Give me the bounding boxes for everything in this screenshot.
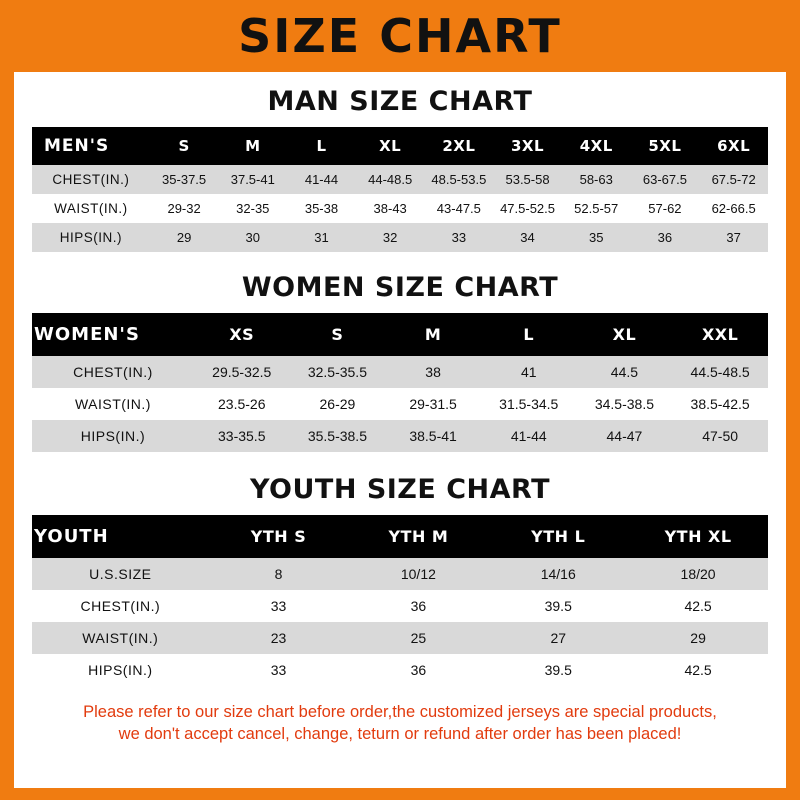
table-row	[32, 590, 768, 622]
table-header-row	[32, 313, 768, 356]
column-header: XXL	[672, 313, 768, 356]
column-header: 3XL	[493, 127, 562, 165]
table-cell: 23	[209, 622, 349, 654]
row-header: CHEST(IN.)	[32, 356, 194, 388]
table-cell: 47.5-52.5	[493, 194, 562, 223]
page-title: SIZE CHART	[238, 9, 562, 63]
table-cell: 38.5-41	[385, 420, 481, 452]
table-cell: 34.5-38.5	[577, 388, 673, 420]
table-cell: 41-44	[287, 165, 356, 194]
column-header: M	[218, 127, 287, 165]
table-corner-header: WOMEN'S	[32, 313, 194, 356]
table-cell: 57-62	[631, 194, 700, 223]
table-row	[32, 194, 768, 223]
table-cell: 29.5-32.5	[194, 356, 290, 388]
table-cell: 53.5-58	[493, 165, 562, 194]
table-cell: 35-37.5	[150, 165, 219, 194]
column-header: YTH XL	[628, 515, 768, 558]
table-cell: 26-29	[290, 388, 386, 420]
row-header: U.S.SIZE	[32, 558, 209, 590]
table-corner-header: MEN'S	[32, 127, 150, 165]
table-cell: 39.5	[488, 590, 628, 622]
content	[14, 86, 786, 746]
women-table-header	[32, 313, 768, 356]
table-cell: 10/12	[348, 558, 488, 590]
table-cell: 32-35	[218, 194, 287, 223]
table-cell: 31.5-34.5	[481, 388, 577, 420]
column-header: L	[481, 313, 577, 356]
column-header: S	[150, 127, 219, 165]
table-cell: 48.5-53.5	[425, 165, 494, 194]
table-cell: 27	[488, 622, 628, 654]
table-header-row	[32, 515, 768, 558]
table-cell: 32.5-35.5	[290, 356, 386, 388]
table-cell: 14/16	[488, 558, 628, 590]
table-cell: 67.5-72	[699, 165, 768, 194]
youth-size-table	[32, 515, 768, 686]
table-cell: 33	[425, 223, 494, 252]
man-table-body	[32, 165, 768, 252]
row-header: CHEST(IN.)	[32, 590, 209, 622]
man-size-table	[32, 127, 768, 252]
table-row	[32, 223, 768, 252]
row-header: WAIST(IN.)	[32, 194, 150, 223]
youth-table-body	[32, 558, 768, 686]
column-header: YTH S	[209, 515, 349, 558]
table-cell: 35.5-38.5	[290, 420, 386, 452]
table-cell: 38.5-42.5	[672, 388, 768, 420]
column-header: M	[385, 313, 481, 356]
table-cell: 42.5	[628, 654, 768, 686]
table-cell: 62-66.5	[699, 194, 768, 223]
table-cell: 42.5	[628, 590, 768, 622]
footer-line-2: we don't accept cancel, change, teturn or refund after order has been placed!	[118, 724, 682, 743]
row-header: HIPS(IN.)	[32, 223, 150, 252]
column-header: XS	[194, 313, 290, 356]
table-cell: 35-38	[287, 194, 356, 223]
table-cell: 33-35.5	[194, 420, 290, 452]
table-cell: 33	[209, 654, 349, 686]
bottom-band	[0, 788, 800, 800]
footer-note	[32, 702, 768, 746]
women-size-table	[32, 313, 768, 452]
youth-table-header	[32, 515, 768, 558]
table-cell: 37.5-41	[218, 165, 287, 194]
table-row	[32, 622, 768, 654]
table-cell: 29-32	[150, 194, 219, 223]
table-cell: 47-50	[672, 420, 768, 452]
table-cell: 58-63	[562, 165, 631, 194]
table-cell: 29	[628, 622, 768, 654]
youth-section-title: YOUTH SIZE CHART	[249, 474, 551, 505]
column-header: XL	[577, 313, 673, 356]
table-row	[32, 654, 768, 686]
table-cell: 38	[385, 356, 481, 388]
table-cell: 34	[493, 223, 562, 252]
table-cell: 38-43	[356, 194, 425, 223]
table-cell: 25	[348, 622, 488, 654]
table-row	[32, 356, 768, 388]
footer-line-1: Please refer to our size chart before order,the customized jerseys are special products,	[83, 703, 717, 721]
table-cell: 29-31.5	[385, 388, 481, 420]
women-table-body	[32, 356, 768, 452]
table-cell: 36	[348, 654, 488, 686]
table-cell: 37	[699, 223, 768, 252]
table-cell: 41-44	[481, 420, 577, 452]
table-row	[32, 558, 768, 590]
table-cell: 29	[150, 223, 219, 252]
table-cell: 36	[631, 223, 700, 252]
table-cell: 41	[481, 356, 577, 388]
table-cell: 33	[209, 590, 349, 622]
table-header-row	[32, 127, 768, 165]
row-header: WAIST(IN.)	[32, 622, 209, 654]
column-header: S	[290, 313, 386, 356]
table-cell: 32	[356, 223, 425, 252]
table-cell: 30	[218, 223, 287, 252]
table-row	[32, 165, 768, 194]
women-section-title: WOMEN SIZE CHART	[241, 272, 559, 303]
table-cell: 44-47	[577, 420, 673, 452]
table-cell: 44-48.5	[356, 165, 425, 194]
man-section-title: MAN SIZE CHART	[267, 86, 533, 117]
table-row	[32, 388, 768, 420]
table-cell: 31	[287, 223, 356, 252]
table-cell: 18/20	[628, 558, 768, 590]
table-cell: 43-47.5	[425, 194, 494, 223]
row-header: WAIST(IN.)	[32, 388, 194, 420]
row-header: HIPS(IN.)	[32, 654, 209, 686]
table-cell: 44.5	[577, 356, 673, 388]
row-header: HIPS(IN.)	[32, 420, 194, 452]
column-header: 4XL	[562, 127, 631, 165]
column-header: 6XL	[699, 127, 768, 165]
table-cell: 39.5	[488, 654, 628, 686]
table-cell: 63-67.5	[631, 165, 700, 194]
column-header: YTH M	[348, 515, 488, 558]
table-cell: 52.5-57	[562, 194, 631, 223]
table-cell: 23.5-26	[194, 388, 290, 420]
header-band	[0, 0, 800, 72]
column-header: XL	[356, 127, 425, 165]
column-header: YTH L	[488, 515, 628, 558]
table-cell: 44.5-48.5	[672, 356, 768, 388]
table-corner-header: YOUTH	[32, 515, 209, 558]
man-table-header	[32, 127, 768, 165]
column-header: 2XL	[425, 127, 494, 165]
row-header: CHEST(IN.)	[32, 165, 150, 194]
table-cell: 36	[348, 590, 488, 622]
table-cell: 8	[209, 558, 349, 590]
table-row	[32, 420, 768, 452]
column-header: 5XL	[631, 127, 700, 165]
column-header: L	[287, 127, 356, 165]
table-cell: 35	[562, 223, 631, 252]
